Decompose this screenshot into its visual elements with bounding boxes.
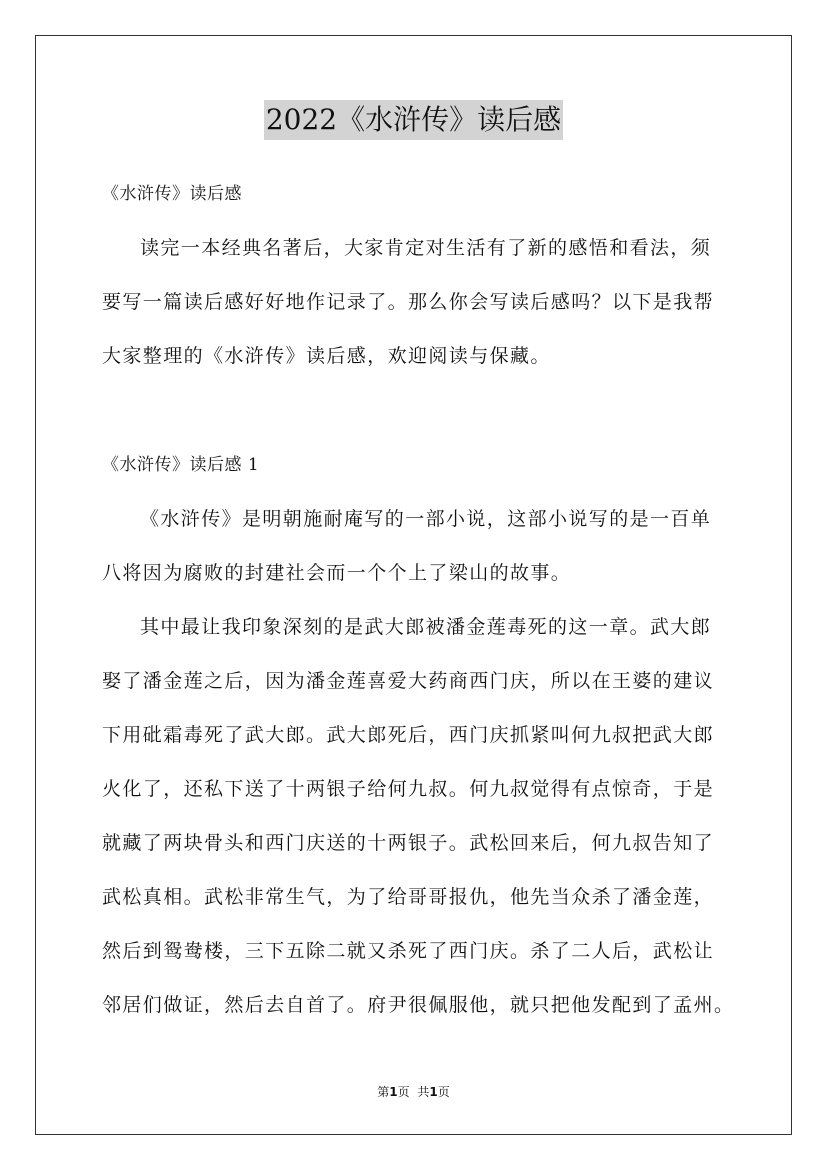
para1-line-2: 八将因为腐败的封建社会而一个个上了梁山的故事。 <box>102 562 572 584</box>
footer-total-suffix: 页 <box>437 1085 450 1099</box>
para2-line-6: 武松真相。武松非常生气，为了给哥哥报仇，他先当众杀了潘金莲， <box>102 886 715 908</box>
para2-line-4: 火化了，还私下送了十两银子给何九叔。何九叔觉得有点惊奇，于是 <box>102 778 715 800</box>
para2-line-3: 下用砒霜毒死了武大郎。武大郎死后，西门庆抓紧叫何九叔把武大郎 <box>102 724 715 746</box>
footer-page-suffix: 页 <box>397 1085 410 1099</box>
para1-line-1: 《水浒传》是明朝施耐庵写的一部小说，这部小说写的是一百单 <box>140 508 712 530</box>
para2-line-1: 其中最让我印象深刻的是武大郎被潘金莲毒死的这一章。武大郎 <box>140 616 712 638</box>
footer-total-number: 1 <box>429 1085 438 1099</box>
title-container <box>0 100 827 140</box>
para2-line-5: 就藏了两块骨头和西门庆送的十两银子。武松回来后，何九叔告知了 <box>102 832 715 854</box>
para2-line-8: 邻居们做证，然后去自首了。府尹很佩服他，就只把他发配到了孟州。 <box>102 994 735 1016</box>
footer-total-prefix: 共 <box>417 1085 430 1099</box>
intro-line-2: 要写一篇读后感好好地作记录了。那么你会写读后感吗？以下是我帮 <box>102 291 715 313</box>
intro-line-1: 读完一本经典名著后，大家肯定对生活有了新的感悟和看法，须 <box>140 237 712 259</box>
para2-line-2: 娶了潘金莲之后，因为潘金莲喜爱大药商西门庆，所以在王婆的建议 <box>102 670 715 692</box>
page-footer <box>0 1083 827 1100</box>
footer-page-number: 1 <box>389 1085 398 1099</box>
intro-line-3: 大家整理的《水浒传》读后感，欢迎阅读与保藏。 <box>102 345 551 367</box>
document-title: 2022《水浒传》读后感 <box>264 100 563 140</box>
footer-page-prefix: 第 <box>377 1085 390 1099</box>
para2-line-7: 然后到鸳鸯楼，三下五除二就又杀死了西门庆。杀了二人后，武松让 <box>102 940 715 962</box>
intro-heading: 《水浒传》读后感 <box>102 184 242 204</box>
section1-heading: 《水浒传》读后感 1 <box>102 455 260 475</box>
